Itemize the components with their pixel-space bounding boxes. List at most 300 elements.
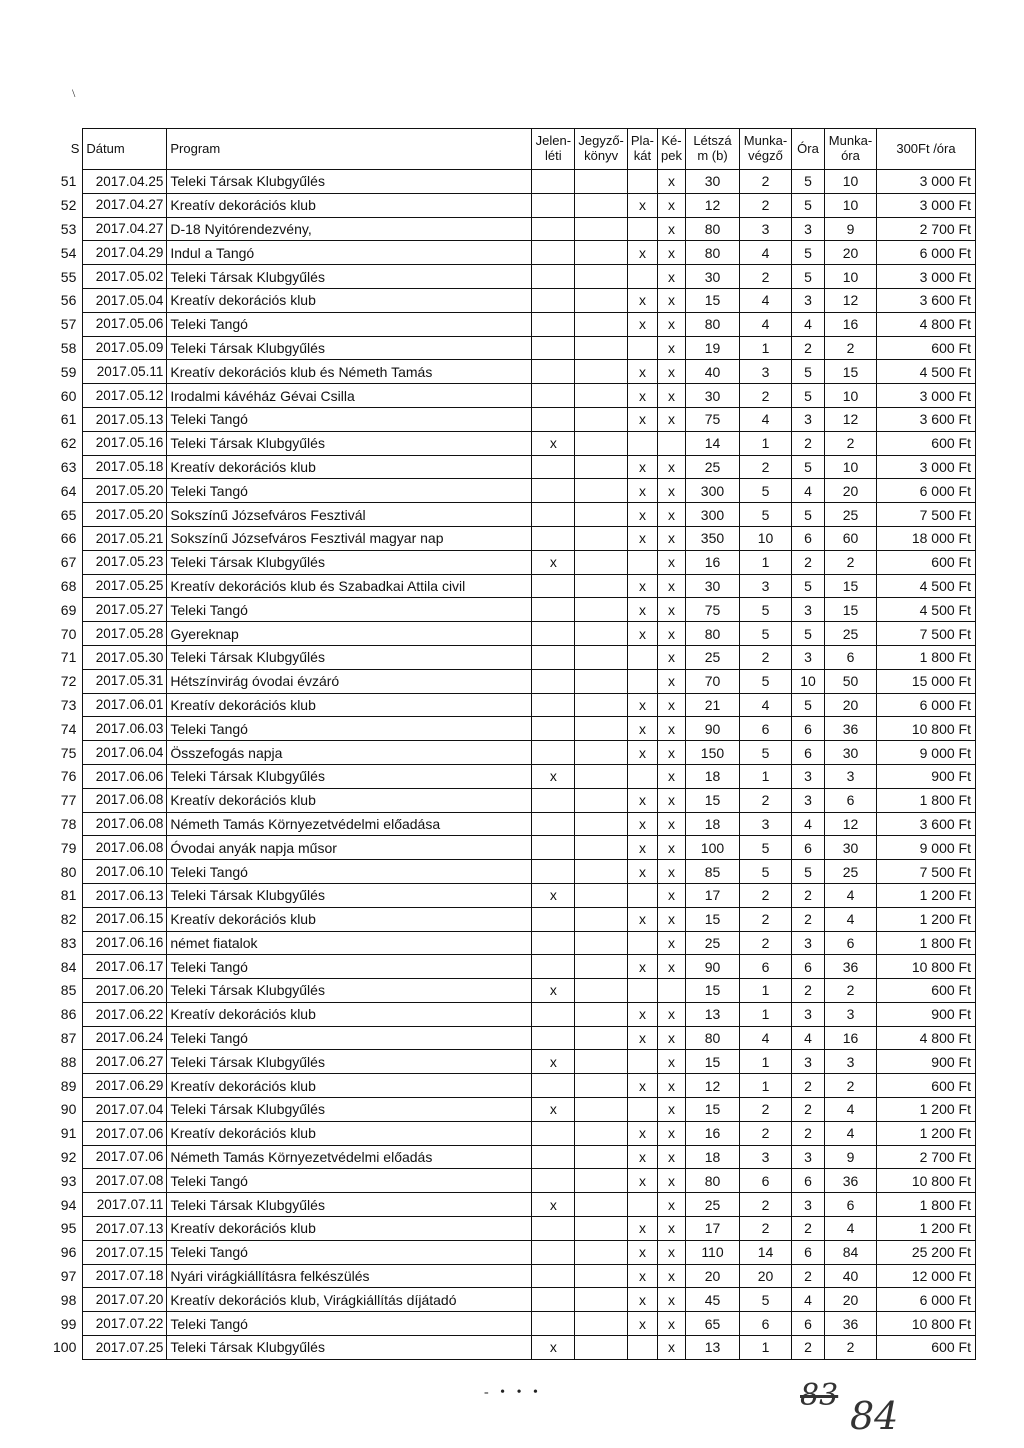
- program-cell: Gyereknap: [167, 622, 532, 646]
- ora-cell: 6: [791, 1240, 824, 1264]
- jegyzokonyv-cell: [575, 979, 628, 1003]
- munkavegzo-cell: 4: [739, 407, 791, 431]
- jelenleti-cell: [532, 907, 575, 931]
- kepek-cell: x: [658, 1098, 686, 1122]
- plakat-cell: [627, 764, 657, 788]
- jelenleti-cell: [532, 288, 575, 312]
- header-munkaora: Munka-óra: [824, 129, 876, 170]
- munkavegzo-cell: 14: [739, 1240, 791, 1264]
- jegyzokonyv-cell: [575, 836, 628, 860]
- plakat-cell: [627, 883, 657, 907]
- letszam-cell: 30: [685, 170, 739, 194]
- kepek-cell: x: [658, 1145, 686, 1169]
- plakat-cell: [627, 431, 657, 455]
- date-cell: 2017.06.16: [83, 931, 167, 955]
- program-cell: Irodalmi kávéház Gévai Csilla: [167, 384, 532, 408]
- activity-log-sheet: [50, 128, 976, 1360]
- munkaora-cell: 6: [824, 645, 876, 669]
- letszam-cell: 25: [685, 645, 739, 669]
- ertek-cell: 600 Ft: [876, 1074, 975, 1098]
- munkaora-cell: 15: [824, 360, 876, 384]
- jegyzokonyv-cell: [575, 1193, 628, 1217]
- table-row: [50, 1217, 975, 1241]
- jelenleti-cell: [532, 931, 575, 955]
- program-cell: Teleki Társak Klubgyűlés: [167, 336, 532, 360]
- row-number: 65: [60, 506, 77, 523]
- row-number: 78: [60, 815, 77, 832]
- date-cell: 2017.07.15: [83, 1240, 167, 1264]
- program-cell: német fiatalok: [167, 931, 532, 955]
- plakat-cell: x: [627, 1169, 657, 1193]
- table-row: [50, 574, 975, 598]
- row-number: 92: [60, 1149, 77, 1166]
- jegyzokonyv-cell: [575, 955, 628, 979]
- letszam-cell: 19: [685, 336, 739, 360]
- munkaora-cell: 3: [824, 1050, 876, 1074]
- ertek-cell: 6 000 Ft: [876, 479, 975, 503]
- date-cell: 2017.06.06: [83, 764, 167, 788]
- munkaora-cell: 36: [824, 955, 876, 979]
- ora-cell: 3: [791, 1145, 824, 1169]
- jelenleti-cell: [532, 526, 575, 550]
- jegyzokonyv-cell: [575, 1336, 628, 1360]
- header-plakat: Pla-kát: [627, 129, 657, 170]
- row-number: 57: [60, 316, 77, 333]
- ertek-cell: 600 Ft: [876, 431, 975, 455]
- munkaora-cell: 20: [824, 693, 876, 717]
- program-cell: Teleki Tangó: [167, 407, 532, 431]
- table-row: [50, 1336, 975, 1360]
- kepek-cell: x: [658, 931, 686, 955]
- row-number: 74: [60, 720, 77, 737]
- munkaora-cell: 12: [824, 812, 876, 836]
- jegyzokonyv-cell: [575, 360, 628, 384]
- date-cell: 2017.07.20: [83, 1288, 167, 1312]
- ertek-cell: 1 200 Ft: [876, 907, 975, 931]
- munkavegzo-cell: 5: [739, 836, 791, 860]
- ertek-cell: 10 800 Ft: [876, 1312, 975, 1336]
- munkavegzo-cell: 1: [739, 1050, 791, 1074]
- munkavegzo-cell: 3: [739, 574, 791, 598]
- row-number: 64: [60, 482, 77, 499]
- jelenleti-cell: [532, 1288, 575, 1312]
- jelenleti-cell: [532, 1264, 575, 1288]
- munkavegzo-cell: 2: [739, 265, 791, 289]
- ertek-cell: 3 600 Ft: [876, 812, 975, 836]
- table-row: [50, 336, 975, 360]
- row-number: 89: [60, 1077, 77, 1094]
- program-cell: D-18 Nyitórendezvény,: [167, 217, 532, 241]
- row-number: 62: [60, 435, 77, 452]
- ertek-cell: 15 000 Ft: [876, 669, 975, 693]
- row-number: 55: [60, 268, 77, 285]
- program-cell: Teleki Társak Klubgyűlés: [167, 1336, 532, 1360]
- jegyzokonyv-cell: [575, 1264, 628, 1288]
- jelenleti-cell: [532, 1240, 575, 1264]
- date-cell: 2017.07.25: [83, 1336, 167, 1360]
- jegyzokonyv-cell: [575, 170, 628, 194]
- ora-cell: 3: [791, 407, 824, 431]
- ora-cell: 6: [791, 717, 824, 741]
- munkavegzo-cell: 5: [739, 669, 791, 693]
- ora-cell: 3: [791, 598, 824, 622]
- jegyzokonyv-cell: [575, 1145, 628, 1169]
- kepek-cell: x: [658, 693, 686, 717]
- row-number: 91: [60, 1125, 77, 1142]
- letszam-cell: 15: [685, 788, 739, 812]
- ora-cell: 5: [791, 360, 824, 384]
- plakat-cell: [627, 979, 657, 1003]
- munkaora-cell: 4: [824, 1217, 876, 1241]
- program-cell: Teleki Tangó: [167, 598, 532, 622]
- ertek-cell: 1 800 Ft: [876, 931, 975, 955]
- table-row: [50, 1098, 975, 1122]
- date-cell: 2017.05.21: [83, 526, 167, 550]
- munkavegzo-cell: 4: [739, 241, 791, 265]
- jelenleti-cell: x: [532, 1050, 575, 1074]
- date-cell: 2017.05.28: [83, 622, 167, 646]
- plakat-cell: x: [627, 1026, 657, 1050]
- kepek-cell: x: [658, 598, 686, 622]
- kepek-cell: x: [658, 1169, 686, 1193]
- ora-cell: 4: [791, 812, 824, 836]
- ora-cell: 2: [791, 907, 824, 931]
- ora-cell: 6: [791, 836, 824, 860]
- munkaora-cell: 4: [824, 1098, 876, 1122]
- munkavegzo-cell: 4: [739, 288, 791, 312]
- ora-cell: 5: [791, 193, 824, 217]
- date-cell: 2017.06.13: [83, 883, 167, 907]
- date-cell: 2017.05.20: [83, 479, 167, 503]
- program-cell: Teleki Társak Klubgyűlés: [167, 1098, 532, 1122]
- munkaora-cell: 25: [824, 622, 876, 646]
- munkaora-cell: 84: [824, 1240, 876, 1264]
- date-cell: 2017.07.04: [83, 1098, 167, 1122]
- activity-table: [50, 128, 976, 1360]
- munkaora-cell: 9: [824, 217, 876, 241]
- row-number: 61: [60, 411, 77, 428]
- kepek-cell: x: [658, 1050, 686, 1074]
- munkaora-cell: 10: [824, 455, 876, 479]
- munkavegzo-cell: 2: [739, 1121, 791, 1145]
- jelenleti-cell: [532, 217, 575, 241]
- row-number: 72: [60, 673, 77, 690]
- program-cell: Óvodai anyák napja műsor: [167, 836, 532, 860]
- munkaora-cell: 15: [824, 574, 876, 598]
- row-number: 66: [60, 530, 77, 547]
- handwritten-page-number: 84: [850, 1394, 899, 1438]
- munkaora-cell: 4: [824, 1121, 876, 1145]
- munkaora-cell: 2: [824, 550, 876, 574]
- plakat-cell: x: [627, 1288, 657, 1312]
- munkaora-cell: 2: [824, 1074, 876, 1098]
- jegyzokonyv-cell: [575, 1121, 628, 1145]
- row-number: 95: [60, 1220, 77, 1237]
- plakat-cell: x: [627, 860, 657, 884]
- date-cell: 2017.05.30: [83, 645, 167, 669]
- jelenleti-cell: [532, 1169, 575, 1193]
- letszam-cell: 17: [685, 883, 739, 907]
- date-cell: 2017.06.04: [83, 741, 167, 765]
- kepek-cell: x: [658, 288, 686, 312]
- jelenleti-cell: [532, 693, 575, 717]
- letszam-cell: 30: [685, 265, 739, 289]
- ora-cell: 3: [791, 764, 824, 788]
- ora-cell: 6: [791, 955, 824, 979]
- row-number: 75: [60, 744, 77, 761]
- munkavegzo-cell: 4: [739, 1026, 791, 1050]
- jelenleti-cell: [532, 170, 575, 194]
- date-cell: 2017.06.27: [83, 1050, 167, 1074]
- letszam-cell: 75: [685, 598, 739, 622]
- program-cell: Indul a Tangó: [167, 241, 532, 265]
- jelenleti-cell: [532, 1145, 575, 1169]
- munkavegzo-cell: 2: [739, 1193, 791, 1217]
- munkaora-cell: 36: [824, 1169, 876, 1193]
- munkavegzo-cell: 1: [739, 1074, 791, 1098]
- table-row: [50, 1312, 975, 1336]
- jelenleti-cell: [532, 241, 575, 265]
- ertek-cell: 1 800 Ft: [876, 1193, 975, 1217]
- munkaora-cell: 12: [824, 407, 876, 431]
- jelenleti-cell: [532, 860, 575, 884]
- table-row: [50, 1240, 975, 1264]
- kepek-cell: x: [658, 526, 686, 550]
- jegyzokonyv-cell: [575, 265, 628, 289]
- munkaora-cell: 6: [824, 1193, 876, 1217]
- ora-cell: 2: [791, 1121, 824, 1145]
- kepek-cell: x: [658, 479, 686, 503]
- program-cell: Teleki Társak Klubgyűlés: [167, 265, 532, 289]
- munkavegzo-cell: 2: [739, 384, 791, 408]
- kepek-cell: x: [658, 645, 686, 669]
- program-cell: Teleki Társak Klubgyűlés: [167, 979, 532, 1003]
- program-cell: Teleki Társak Klubgyűlés: [167, 170, 532, 194]
- letszam-cell: 300: [685, 479, 739, 503]
- plakat-cell: x: [627, 407, 657, 431]
- ertek-cell: 4 500 Ft: [876, 598, 975, 622]
- munkaora-cell: 3: [824, 1002, 876, 1026]
- date-cell: 2017.05.13: [83, 407, 167, 431]
- ertek-cell: 10 800 Ft: [876, 955, 975, 979]
- date-cell: 2017.07.22: [83, 1312, 167, 1336]
- date-cell: 2017.06.08: [83, 836, 167, 860]
- letszam-cell: 85: [685, 860, 739, 884]
- letszam-cell: 18: [685, 764, 739, 788]
- row-number: 70: [60, 625, 77, 642]
- letszam-cell: 30: [685, 384, 739, 408]
- kepek-cell: x: [658, 788, 686, 812]
- letszam-cell: 16: [685, 550, 739, 574]
- table-row: [50, 526, 975, 550]
- program-cell: Teleki Tangó: [167, 479, 532, 503]
- ora-cell: 5: [791, 455, 824, 479]
- letszam-cell: 18: [685, 812, 739, 836]
- jelenleti-cell: x: [532, 1336, 575, 1360]
- munkaora-cell: 9: [824, 1145, 876, 1169]
- row-number: 96: [60, 1244, 77, 1261]
- row-number: 71: [60, 649, 77, 666]
- plakat-cell: x: [627, 384, 657, 408]
- munkavegzo-cell: 5: [739, 479, 791, 503]
- kepek-cell: x: [658, 1002, 686, 1026]
- table-row: [50, 1074, 975, 1098]
- plakat-cell: x: [627, 479, 657, 503]
- munkavegzo-cell: 10: [739, 526, 791, 550]
- ora-cell: 6: [791, 741, 824, 765]
- table-row: [50, 241, 975, 265]
- table-row: [50, 1145, 975, 1169]
- table-row: [50, 883, 975, 907]
- program-cell: Teleki Társak Klubgyűlés: [167, 1193, 532, 1217]
- table-header-row: [50, 129, 975, 170]
- ora-cell: 2: [791, 1074, 824, 1098]
- jelenleti-cell: [532, 1026, 575, 1050]
- ertek-cell: 3 600 Ft: [876, 407, 975, 431]
- date-cell: 2017.05.18: [83, 455, 167, 479]
- plakat-cell: [627, 1050, 657, 1074]
- ertek-cell: 25 200 Ft: [876, 1240, 975, 1264]
- munkavegzo-cell: 1: [739, 550, 791, 574]
- ertek-cell: 3 600 Ft: [876, 288, 975, 312]
- kepek-cell: x: [658, 312, 686, 336]
- program-cell: Nyári virágkiállításra felkészülés: [167, 1264, 532, 1288]
- munkavegzo-cell: 2: [739, 1098, 791, 1122]
- header-ertek: 300Ft /óra: [876, 129, 975, 170]
- ora-cell: 2: [791, 1336, 824, 1360]
- kepek-cell: x: [658, 407, 686, 431]
- program-cell: Teleki Társak Klubgyűlés: [167, 1050, 532, 1074]
- ertek-cell: 4 500 Ft: [876, 360, 975, 384]
- scan-mark: \: [72, 86, 76, 100]
- program-cell: Teleki Társak Klubgyűlés: [167, 431, 532, 455]
- plakat-cell: x: [627, 241, 657, 265]
- ora-cell: 10: [791, 669, 824, 693]
- table-body: [50, 170, 975, 1360]
- ora-cell: 5: [791, 693, 824, 717]
- kepek-cell: x: [658, 907, 686, 931]
- munkaora-cell: 2: [824, 1336, 876, 1360]
- ora-cell: 6: [791, 1169, 824, 1193]
- ora-cell: 4: [791, 1026, 824, 1050]
- munkaora-cell: 60: [824, 526, 876, 550]
- kepek-cell: x: [658, 836, 686, 860]
- plakat-cell: [627, 645, 657, 669]
- kepek-cell: x: [658, 955, 686, 979]
- program-cell: Teleki Társak Klubgyűlés: [167, 550, 532, 574]
- ertek-cell: 3 000 Ft: [876, 170, 975, 194]
- row-number: 73: [60, 696, 77, 713]
- ertek-cell: 600 Ft: [876, 1336, 975, 1360]
- ertek-cell: 3 000 Ft: [876, 193, 975, 217]
- jegyzokonyv-cell: [575, 1169, 628, 1193]
- jegyzokonyv-cell: [575, 1074, 628, 1098]
- letszam-cell: 90: [685, 717, 739, 741]
- munkavegzo-cell: 3: [739, 1145, 791, 1169]
- program-cell: Teleki Társak Klubgyűlés: [167, 764, 532, 788]
- header-kepek: Ké-pek: [658, 129, 686, 170]
- plakat-cell: x: [627, 1002, 657, 1026]
- date-cell: 2017.06.01: [83, 693, 167, 717]
- row-number: 85: [60, 982, 77, 999]
- letszam-cell: 15: [685, 1050, 739, 1074]
- munkavegzo-cell: 6: [739, 1312, 791, 1336]
- munkavegzo-cell: 5: [739, 860, 791, 884]
- table-row: [50, 693, 975, 717]
- plakat-cell: x: [627, 312, 657, 336]
- ora-cell: 5: [791, 265, 824, 289]
- ora-cell: 3: [791, 931, 824, 955]
- munkaora-cell: 2: [824, 336, 876, 360]
- date-cell: 2017.05.02: [83, 265, 167, 289]
- table-row: [50, 955, 975, 979]
- plakat-cell: x: [627, 526, 657, 550]
- ora-cell: 4: [791, 1288, 824, 1312]
- plakat-cell: x: [627, 907, 657, 931]
- table-row: [50, 622, 975, 646]
- munkaora-cell: 10: [824, 170, 876, 194]
- table-row: [50, 479, 975, 503]
- ertek-cell: 1 200 Ft: [876, 883, 975, 907]
- kepek-cell: x: [658, 1288, 686, 1312]
- munkaora-cell: 16: [824, 1026, 876, 1050]
- header-jelenleti: Jelen-léti: [532, 129, 575, 170]
- date-cell: 2017.07.13: [83, 1217, 167, 1241]
- munkavegzo-cell: 5: [739, 1288, 791, 1312]
- row-number: 56: [60, 292, 77, 309]
- kepek-cell: x: [658, 812, 686, 836]
- row-number: 94: [60, 1196, 77, 1213]
- table-row: [50, 288, 975, 312]
- ora-cell: 3: [791, 1050, 824, 1074]
- jegyzokonyv-cell: [575, 1050, 628, 1074]
- row-number: 51: [60, 173, 77, 190]
- ertek-cell: 6 000 Ft: [876, 693, 975, 717]
- date-cell: 2017.05.27: [83, 598, 167, 622]
- jegyzokonyv-cell: [575, 622, 628, 646]
- letszam-cell: 300: [685, 503, 739, 527]
- program-cell: Kreatív dekorációs klub: [167, 1002, 532, 1026]
- munkavegzo-cell: 3: [739, 217, 791, 241]
- jelenleti-cell: [532, 384, 575, 408]
- date-cell: 2017.06.24: [83, 1026, 167, 1050]
- letszam-cell: 45: [685, 1288, 739, 1312]
- kepek-cell: x: [658, 574, 686, 598]
- plakat-cell: [627, 1336, 657, 1360]
- jelenleti-cell: [532, 1074, 575, 1098]
- letszam-cell: 16: [685, 1121, 739, 1145]
- jelenleti-cell: [532, 265, 575, 289]
- ora-cell: 2: [791, 883, 824, 907]
- plakat-cell: [627, 931, 657, 955]
- ertek-cell: 4 500 Ft: [876, 574, 975, 598]
- jegyzokonyv-cell: [575, 336, 628, 360]
- ertek-cell: 6 000 Ft: [876, 241, 975, 265]
- letszam-cell: 20: [685, 1264, 739, 1288]
- plakat-cell: x: [627, 741, 657, 765]
- program-cell: Kreatív dekorációs klub: [167, 693, 532, 717]
- munkaora-cell: 20: [824, 1288, 876, 1312]
- munkavegzo-cell: 2: [739, 455, 791, 479]
- table-row: [50, 503, 975, 527]
- jegyzokonyv-cell: [575, 812, 628, 836]
- kepek-cell: x: [658, 717, 686, 741]
- ora-cell: 6: [791, 526, 824, 550]
- letszam-cell: 14: [685, 431, 739, 455]
- ertek-cell: 900 Ft: [876, 1002, 975, 1026]
- row-number: 69: [60, 601, 77, 618]
- letszam-cell: 25: [685, 931, 739, 955]
